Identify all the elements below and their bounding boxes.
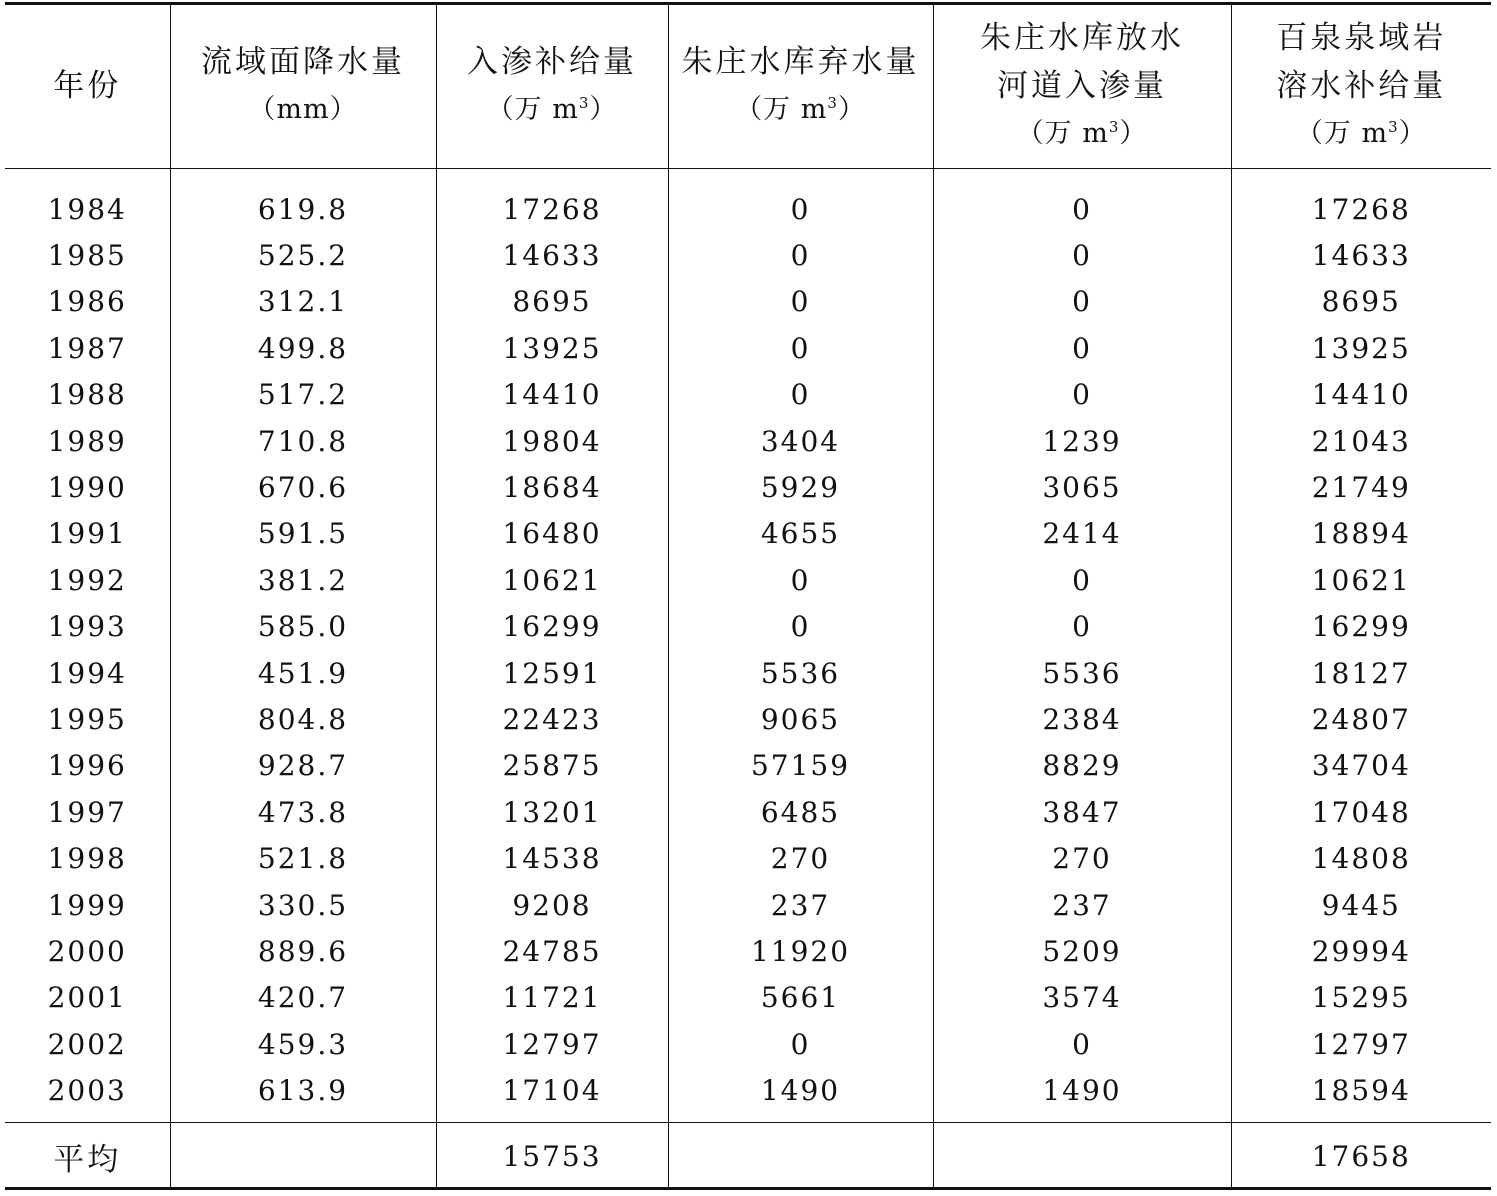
cell-reservoir-release-infiltration: 0 [933,233,1231,279]
cell-basin-precipitation: 585.0 [170,604,436,650]
cell-infiltration-recharge: 14410 [436,372,668,418]
cell-karst-recharge: 21749 [1231,465,1491,511]
table-row [5,279,1491,325]
cell-karst-recharge: 13925 [1231,326,1491,372]
cell-karst-recharge: 34704 [1231,743,1491,789]
header-unit [171,86,436,134]
cell-basin-precipitation: 459.3 [170,1022,436,1068]
table-row [5,790,1491,836]
cell-reservoir-spill: 57159 [668,743,933,789]
cell-year: 1987 [47,331,127,365]
cell-basin-precipitation: 451.9 [170,650,436,696]
cell-infiltration-recharge: 19804 [436,418,668,464]
average-label: 平均 [5,1123,170,1189]
cell-basin-precipitation: 670.6 [170,465,436,511]
cell-reservoir-release-infiltration: 3847 [933,790,1231,836]
cell-reservoir-spill: 0 [668,558,933,604]
header-basin-precipitation [170,5,436,168]
cell-year: 1989 [47,424,127,458]
header-reservoir-release-infiltration [933,5,1231,168]
unit-close: ） [589,94,618,126]
cell-year: 2001 [47,981,127,1015]
cell-year: 2002 [47,1027,127,1061]
unit-superscript: 3 [827,94,838,113]
unit-text: （万 m [735,94,828,126]
cell-reservoir-spill: 0 [668,233,933,279]
cell-reservoir-spill: 5536 [668,650,933,696]
unit-close: ） [1398,118,1427,150]
table-row [5,650,1491,696]
header-unit [934,110,1231,158]
unit-text: （万 m [486,94,579,126]
table-row [5,836,1491,882]
header-label-line: 河道入渗量 [997,68,1167,105]
table-row [5,882,1491,928]
cell-reservoir-release-infiltration: 5536 [933,650,1231,696]
cell-reservoir-spill: 237 [668,882,933,928]
unit-text: （mm） [248,94,358,126]
cell-reservoir-release-infiltration: 0 [933,168,1231,233]
table-row [5,372,1491,418]
cell-reservoir-release-infiltration: 237 [933,882,1231,928]
cell-karst-recharge: 10621 [1231,558,1491,604]
cell-reservoir-spill: 0 [668,279,933,325]
cell-basin-precipitation: 889.6 [170,929,436,975]
cell-karst-recharge: 12797 [1231,1022,1491,1068]
cell-basin-precipitation: 619.8 [170,168,436,233]
cell-basin-precipitation: 330.5 [170,882,436,928]
cell-infiltration-recharge: 8695 [436,279,668,325]
cell-reservoir-spill: 5661 [668,975,933,1021]
cell-infiltration-recharge: 14538 [436,836,668,882]
unit-superscript: 3 [1388,118,1399,137]
cell-reservoir-spill: 0 [668,168,933,233]
cell-karst-recharge: 14808 [1231,836,1491,882]
cell-year: 1991 [47,517,127,551]
header-row [5,5,1491,168]
header-label-line: 朱庄水库放水 [980,20,1184,57]
unit-close: ） [837,94,866,126]
cell-infiltration-recharge: 25875 [436,743,668,789]
cell-infiltration-recharge: 22423 [436,697,668,743]
header-label-line: 百泉泉域岩 [1276,20,1447,57]
cell-reservoir-release-infiltration: 0 [933,604,1231,650]
cell-reservoir-spill: 3404 [668,418,933,464]
cell-reservoir-release-infiltration: 0 [933,326,1231,372]
cell-karst-recharge: 18127 [1231,650,1491,696]
cell-reservoir-release-infiltration: 1239 [933,418,1231,464]
cell-year: 1993 [47,610,127,644]
cell-basin-precipitation: 381.2 [170,558,436,604]
table-row [5,418,1491,464]
average-reservoir-spill [668,1123,933,1189]
cell-infiltration-recharge: 9208 [436,882,668,928]
cell-infiltration-recharge: 16480 [436,511,668,557]
cell-basin-precipitation: 517.2 [170,372,436,418]
cell-karst-recharge: 18594 [1231,1068,1491,1123]
cell-karst-recharge: 17268 [1231,168,1491,233]
cell-basin-precipitation: 420.7 [170,975,436,1021]
cell-year: 1986 [47,285,127,319]
table-row [5,1068,1491,1123]
cell-reservoir-release-infiltration: 3574 [933,975,1231,1021]
cell-reservoir-release-infiltration: 270 [933,836,1231,882]
table-row [5,929,1491,975]
cell-basin-precipitation: 312.1 [170,279,436,325]
cell-karst-recharge: 24807 [1231,697,1491,743]
table-row [5,1022,1491,1068]
table-row [5,743,1491,789]
cell-reservoir-spill: 0 [668,1022,933,1068]
table-row [5,168,1491,233]
cell-reservoir-spill: 1490 [668,1068,933,1123]
cell-karst-recharge: 15295 [1231,975,1491,1021]
cell-year: 1984 [47,192,127,226]
cell-reservoir-release-infiltration: 1490 [933,1068,1231,1123]
cell-basin-precipitation: 804.8 [170,697,436,743]
cell-karst-recharge: 8695 [1231,279,1491,325]
cell-karst-recharge: 17048 [1231,790,1491,836]
header-label-line: 流域面降水量 [201,44,405,81]
cell-reservoir-spill: 270 [668,836,933,882]
header-unit [437,86,668,134]
average-karst-recharge: 17658 [1231,1123,1491,1189]
cell-karst-recharge: 14633 [1231,233,1491,279]
cell-infiltration-recharge: 12797 [436,1022,668,1068]
cell-infiltration-recharge: 10621 [436,558,668,604]
average-basin-precipitation [170,1123,436,1189]
water-balance-table [5,5,1491,1189]
cell-reservoir-spill: 9065 [668,697,933,743]
unit-superscript: 3 [578,94,590,113]
table-row [5,697,1491,743]
cell-karst-recharge: 9445 [1231,882,1491,928]
cell-karst-recharge: 14410 [1231,372,1491,418]
cell-reservoir-spill: 0 [668,372,933,418]
cell-basin-precipitation: 499.8 [170,326,436,372]
cell-infiltration-recharge: 11721 [436,975,668,1021]
table-row [5,975,1491,1021]
header-label-line: 朱庄水库弃水量 [681,44,920,81]
cell-infiltration-recharge: 24785 [436,929,668,975]
average-row [5,1123,1491,1189]
cell-basin-precipitation: 473.8 [170,790,436,836]
average-infiltration-recharge: 15753 [436,1123,668,1189]
cell-year: 1997 [47,795,127,829]
cell-infiltration-recharge: 17268 [436,168,668,233]
cell-reservoir-release-infiltration: 0 [933,372,1231,418]
header-label-line: 年份 [53,68,122,105]
cell-basin-precipitation: 591.5 [170,511,436,557]
cell-reservoir-spill: 5929 [668,465,933,511]
cell-karst-recharge: 29994 [1231,929,1491,975]
cell-year: 1995 [47,702,127,736]
cell-basin-precipitation: 928.7 [170,743,436,789]
cell-year: 1998 [47,842,127,876]
cell-reservoir-release-infiltration: 5209 [933,929,1231,975]
header-label-line: 溶水补给量 [1276,68,1447,105]
cell-reservoir-release-infiltration: 0 [933,558,1231,604]
table-row [5,604,1491,650]
header-year [5,5,170,168]
cell-reservoir-spill: 4655 [668,511,933,557]
header-unit [1232,110,1492,158]
table-row [5,233,1491,279]
cell-reservoir-spill: 0 [668,326,933,372]
cell-year: 1985 [47,239,127,273]
cell-basin-precipitation: 525.2 [170,233,436,279]
cell-year: 2003 [47,1074,127,1108]
average-reservoir-release-infiltration [933,1123,1231,1189]
cell-year: 1988 [47,378,127,412]
header-unit [669,86,933,134]
cell-infiltration-recharge: 13925 [436,326,668,372]
cell-infiltration-recharge: 14633 [436,233,668,279]
cell-basin-precipitation: 521.8 [170,836,436,882]
cell-infiltration-recharge: 13201 [436,790,668,836]
cell-year: 1994 [47,656,127,690]
header-reservoir-spill [668,5,933,168]
cell-reservoir-spill: 0 [668,604,933,650]
cell-karst-recharge: 18894 [1231,511,1491,557]
cell-infiltration-recharge: 16299 [436,604,668,650]
cell-infiltration-recharge: 17104 [436,1068,668,1123]
unit-text: （万 m [1295,118,1389,150]
cell-reservoir-release-infiltration: 0 [933,1022,1231,1068]
cell-reservoir-release-infiltration: 2414 [933,511,1231,557]
table-row [5,558,1491,604]
unit-close: ） [1119,118,1148,150]
table-row [5,326,1491,372]
header-label-line: 入渗补给量 [467,44,637,81]
table-row [5,511,1491,557]
cell-reservoir-release-infiltration: 8829 [933,743,1231,789]
cell-year: 1999 [47,888,127,922]
cell-basin-precipitation: 710.8 [170,418,436,464]
cell-reservoir-spill: 11920 [668,929,933,975]
unit-text: （万 m [1016,118,1109,150]
cell-basin-precipitation: 613.9 [170,1068,436,1123]
data-table-container [5,2,1491,1190]
unit-superscript: 3 [1108,118,1120,137]
cell-karst-recharge: 21043 [1231,418,1491,464]
cell-infiltration-recharge: 12591 [436,650,668,696]
cell-reservoir-release-infiltration: 0 [933,279,1231,325]
header-karst-recharge [1231,5,1491,168]
cell-reservoir-release-infiltration: 2384 [933,697,1231,743]
cell-year: 1990 [47,471,127,505]
cell-reservoir-spill: 6485 [668,790,933,836]
table-row [5,465,1491,511]
cell-infiltration-recharge: 18684 [436,465,668,511]
table-body [5,168,1491,1123]
cell-year: 1992 [47,563,127,597]
header-infiltration-recharge [436,5,668,168]
cell-reservoir-release-infiltration: 3065 [933,465,1231,511]
cell-year: 2000 [47,934,127,968]
cell-karst-recharge: 16299 [1231,604,1491,650]
cell-year: 1996 [47,749,127,783]
